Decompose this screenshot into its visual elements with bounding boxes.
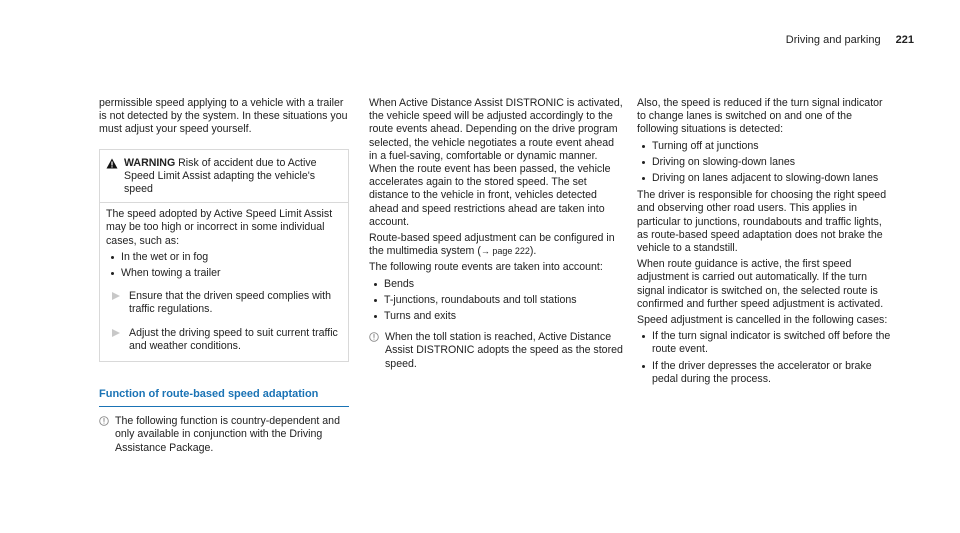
page-header	[786, 34, 914, 47]
paragraph: The driver is responsible for choosing the right speed and observing other road users. This applies in particular to junctions, roundabouts and traffic lights, as route-based speed adaptation does not brake the vehicle to a standstill.	[637, 189, 887, 255]
warning-box	[99, 149, 349, 362]
paragraph: The following route events are taken into account:	[369, 261, 603, 274]
paragraph-text: Route-based speed adjustment can be configured in the multimedia system (	[369, 232, 615, 258]
action-step	[106, 290, 342, 316]
warning-body	[100, 202, 348, 353]
paragraph: Also, the speed is reduced if the turn signal indicator to change lanes is switched on and one of the following situations is detected:	[637, 97, 883, 136]
list-item: If the turn signal indicator is switched off before the route event.	[637, 330, 891, 356]
list-item: Driving on lanes adjacent to slowing-down lanes	[637, 172, 891, 185]
warning-body-text: The speed adopted by Active Speed Limit Assist may be too high or incorrect in some individual cases, such as:	[106, 208, 333, 247]
intro-paragraph: permissible speed applying to a vehicle with a trailer is not detected by the system. In these situations you must adjust your speed yourself.	[99, 97, 348, 136]
cancel-cases-list	[637, 330, 891, 386]
column-right	[637, 97, 891, 390]
page-number: 221	[895, 34, 914, 46]
list-item: If the driver depresses the accelerator or brake pedal during the process.	[637, 360, 891, 386]
warning-label: WARNING	[124, 156, 176, 169]
list-item: Bends	[369, 278, 623, 291]
action-text: Adjust the driving speed to suit current traffic and weather conditions.	[129, 326, 338, 352]
route-events-list	[369, 278, 623, 324]
list-item: T-junctions, roundabouts and toll stations	[369, 294, 623, 307]
list-item: Turns and exits	[369, 310, 623, 323]
paragraph-text-end: ).	[529, 245, 537, 258]
page-reference-link[interactable]: → page 222	[480, 246, 530, 257]
note-icon	[369, 332, 379, 342]
note-text: The following function is country-dependent and only available in conjunction with the Driving Assistance Package.	[115, 415, 340, 454]
paragraph: When Active Distance Assist DISTRONIC is activated, the vehicle speed will be adjusted accordingly to the route events ahead. Depending on the drive program selected, the vehicle negotiates a route event ahead in a fuel-saving, comfortable or dynamic manner. When the route event has been passed, the vehicle accelerates again to the stored speed. The set distance to the vehicle in front, vehicles detected ahead and speed restrictions ahead are taken into account.	[369, 97, 623, 228]
action-text: Ensure that the driven speed complies with traffic regulations.	[129, 290, 331, 316]
paragraph	[369, 232, 623, 258]
warning-bullet-list	[106, 251, 342, 280]
situations-list	[637, 140, 891, 186]
note-text: When the toll station is reached, Active Distance Assist DISTRONIC adopts the speed as the stored speed.	[385, 331, 623, 370]
section-subheading: Function of route-based speed adaptation	[99, 388, 349, 407]
list-item: In the wet or in fog	[106, 251, 342, 264]
warning-icon	[106, 158, 118, 169]
note-icon	[99, 416, 109, 426]
note	[99, 415, 349, 455]
column-middle	[369, 97, 623, 371]
note	[369, 331, 623, 371]
paragraph: When route guidance is active, the first speed adjustment is carried out automatically. If the turn signal indicator is switched on, the selected route is confirmed and further speed adjustment is activated.	[637, 258, 884, 310]
action-arrow-icon	[112, 329, 120, 337]
list-item: When towing a trailer	[106, 267, 342, 280]
list-item: Turning off at junctions	[637, 140, 891, 153]
action-arrow-icon	[112, 292, 120, 300]
warning-title	[100, 150, 348, 203]
paragraph: Speed adjustment is cancelled in the following cases:	[637, 314, 888, 327]
warning-title-text: Risk of accident due to Active Speed Limit Assist adapting the vehicle's speed	[124, 156, 317, 196]
section-title: Driving and parking	[785, 34, 881, 46]
list-item: Driving on slowing-down lanes	[637, 156, 891, 169]
column-left	[99, 97, 349, 455]
action-step	[106, 327, 342, 353]
